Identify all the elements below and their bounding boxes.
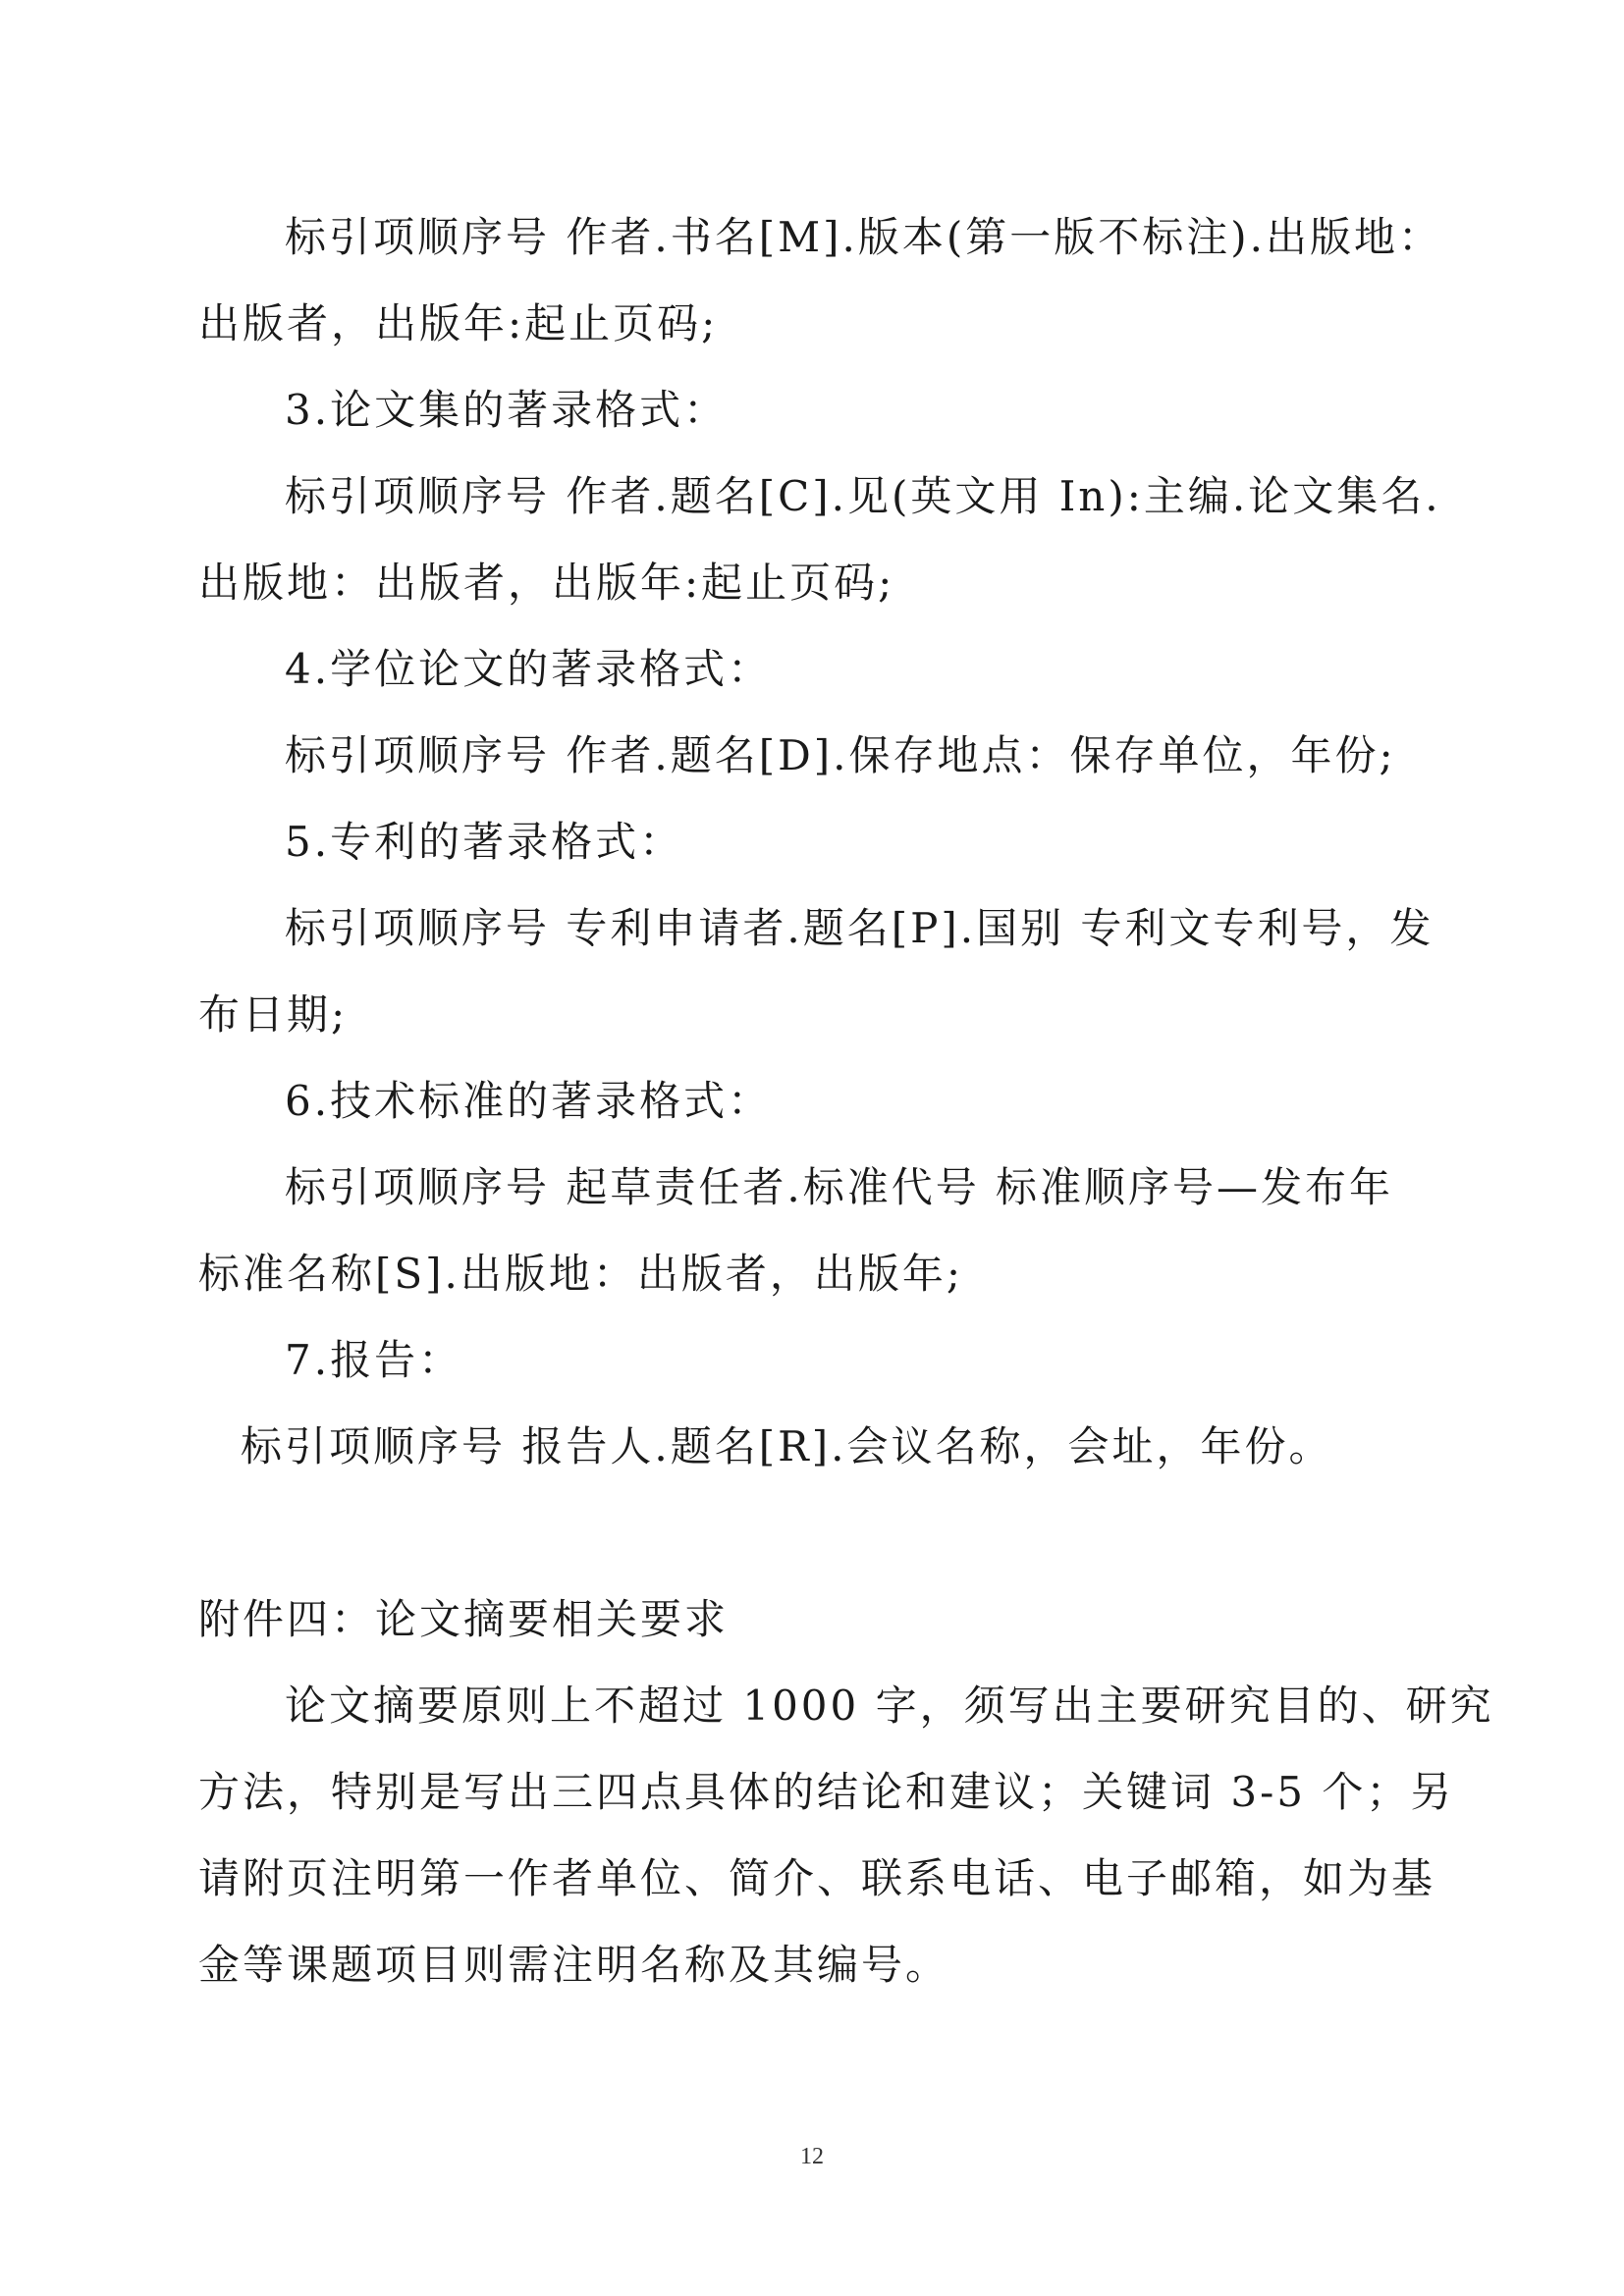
proceedings-format-line: 标引项顺序号 作者.题名[C].见(英文用 In):主编.论文集名. <box>285 472 1441 520</box>
proceedings-format-continuation: 出版地：出版者，出版年:起止页码; <box>198 559 895 607</box>
thesis-format-line: 标引项顺序号 作者.题名[D].保存地点：保存单位，年份; <box>285 731 1396 779</box>
appendix4-paragraph-line: 金等课题项目则需注明名称及其编号。 <box>198 1941 950 1989</box>
standard-format-line: 标引项顺序号 起草责任者.标准代号 标准顺序号—发布年 <box>285 1163 1394 1211</box>
standard-format-continuation: 标准名称[S].出版地：出版者，出版年; <box>198 1250 964 1298</box>
appendix4-title: 附件四：论文摘要相关要求 <box>198 1595 730 1643</box>
appendix4-paragraph-line: 方法，特别是写出三四点具体的结论和建议；关键词 3-5 个；另 <box>198 1768 1455 1816</box>
page-number: 12 <box>800 2144 824 2169</box>
report-format-line: 标引项顺序号 报告人.题名[R].会议名称，会址，年份。 <box>241 1422 1333 1470</box>
proceedings-heading: 3.论文集的著录格式： <box>285 386 729 434</box>
book-format-line: 标引项顺序号 作者.书名[M].版本(第一版不标注).出版地： <box>285 213 1442 261</box>
standard-heading: 6.技术标准的著录格式： <box>285 1077 773 1125</box>
appendix4-paragraph-line: 论文摘要原则上不超过 1000 字，须写出主要研究目的、研究 <box>285 1682 1494 1730</box>
thesis-heading: 4.学位论文的著录格式： <box>285 645 773 693</box>
patent-format-continuation: 布日期; <box>198 990 349 1039</box>
report-heading: 7.报告： <box>285 1336 463 1384</box>
patent-heading: 5.专利的著录格式： <box>285 818 684 866</box>
book-format-continuation: 出版者，出版年:起止页码; <box>198 299 719 347</box>
appendix4-paragraph-line: 请附页注明第一作者单位、简介、联系电话、电子邮箱，如为基 <box>198 1854 1436 1902</box>
patent-format-line: 标引项顺序号 专利申请者.题名[P].国别 专利文专利号，发 <box>285 904 1435 952</box>
